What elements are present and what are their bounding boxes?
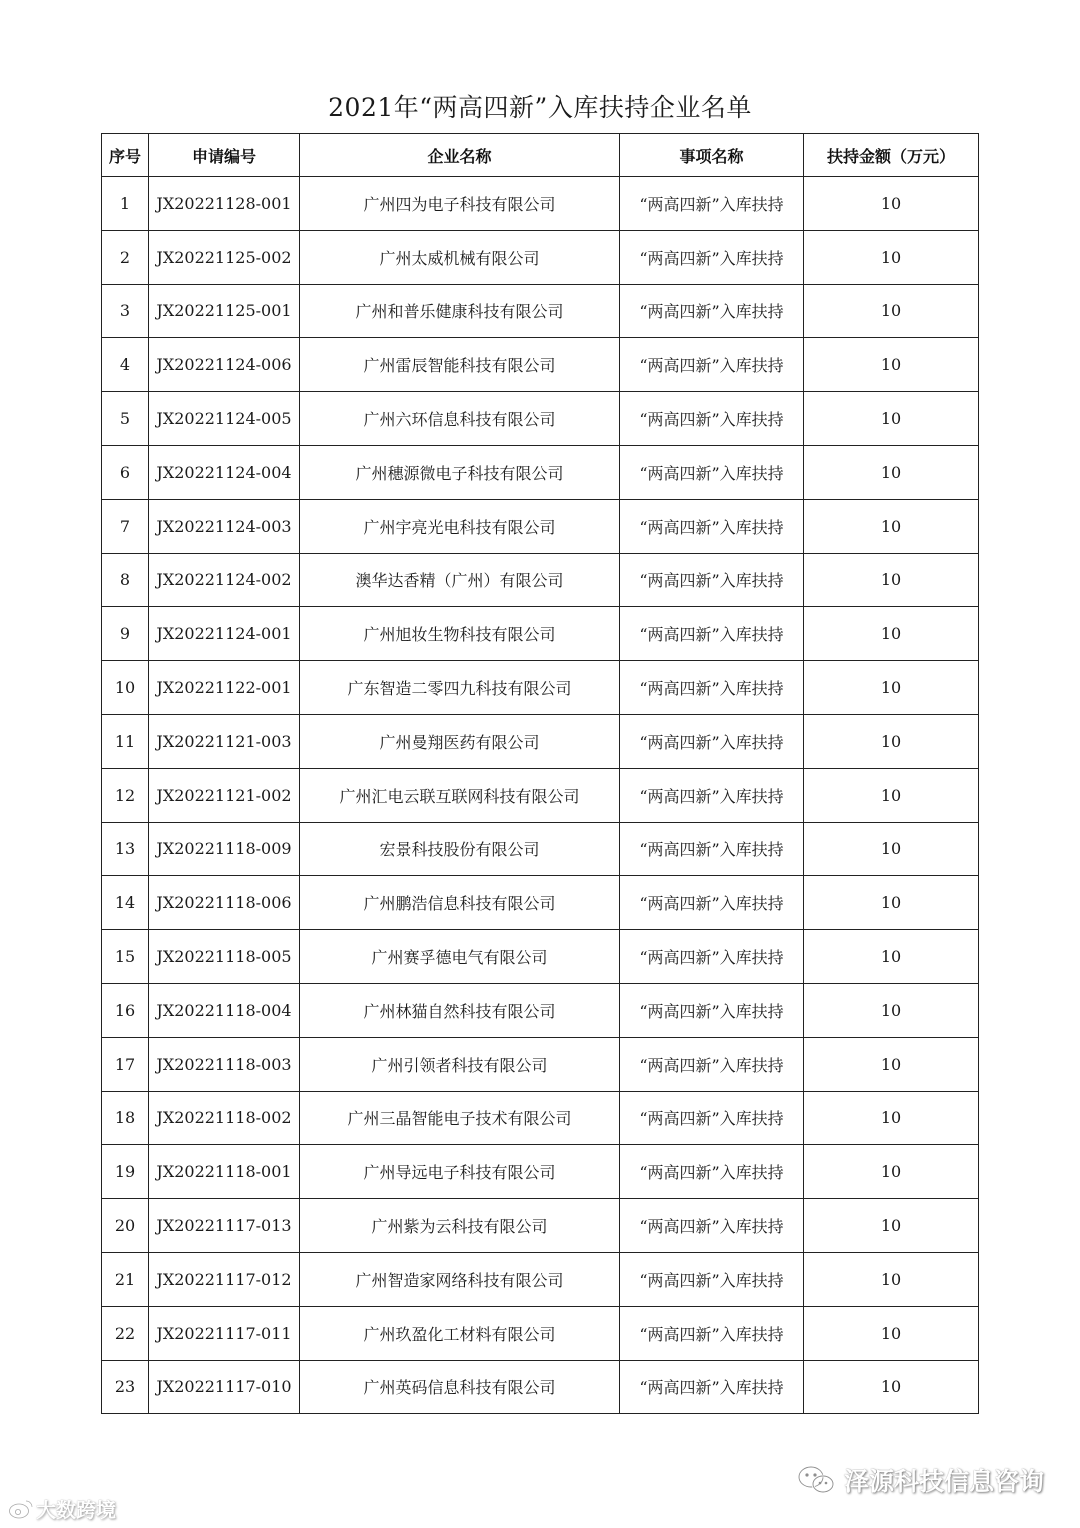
cell-company-name: 广州汇电云联互联网科技有限公司 bbox=[300, 768, 620, 822]
cell-application-number: JX20221124-003 bbox=[149, 499, 300, 553]
cell-serial-number: 3 bbox=[102, 284, 149, 338]
cell-serial-number: 15 bbox=[102, 930, 149, 984]
cell-support-amount: 10 bbox=[804, 607, 979, 661]
cell-application-number: JX20221117-013 bbox=[149, 1199, 300, 1253]
weibo-logo-icon bbox=[8, 1498, 34, 1520]
cell-company-name: 广州引领者科技有限公司 bbox=[300, 1037, 620, 1091]
cell-support-amount: 10 bbox=[804, 822, 979, 876]
cell-support-amount: 10 bbox=[804, 661, 979, 715]
table-row bbox=[102, 1199, 979, 1253]
table-row bbox=[102, 714, 979, 768]
header-application-number: 申请编号 bbox=[149, 134, 300, 177]
table-row bbox=[102, 661, 979, 715]
cell-application-number: JX20221124-005 bbox=[149, 392, 300, 446]
cell-support-amount: 10 bbox=[804, 338, 979, 392]
cell-company-name: 广东智造二零四九科技有限公司 bbox=[300, 661, 620, 715]
cell-item-name: “两高四新”入库扶持 bbox=[620, 768, 804, 822]
cell-company-name: 广州英码信息科技有限公司 bbox=[300, 1360, 620, 1414]
cell-support-amount: 10 bbox=[804, 930, 979, 984]
table-row bbox=[102, 1145, 979, 1199]
enterprise-list-table bbox=[101, 133, 979, 1414]
cell-company-name: 广州导远电子科技有限公司 bbox=[300, 1145, 620, 1199]
wechat-logo-icon bbox=[796, 1464, 836, 1496]
table-row bbox=[102, 1037, 979, 1091]
cell-serial-number: 7 bbox=[102, 499, 149, 553]
cell-application-number: JX20221124-006 bbox=[149, 338, 300, 392]
cell-serial-number: 8 bbox=[102, 553, 149, 607]
cell-application-number: JX20221118-003 bbox=[149, 1037, 300, 1091]
cell-item-name: “两高四新”入库扶持 bbox=[620, 1199, 804, 1253]
cell-item-name: “两高四新”入库扶持 bbox=[620, 930, 804, 984]
table-row bbox=[102, 338, 979, 392]
cell-serial-number: 21 bbox=[102, 1252, 149, 1306]
table-row bbox=[102, 445, 979, 499]
cell-application-number: JX20221118-006 bbox=[149, 876, 300, 930]
cell-item-name: “两高四新”入库扶持 bbox=[620, 284, 804, 338]
cell-company-name: 广州穗源微电子科技有限公司 bbox=[300, 445, 620, 499]
cell-support-amount: 10 bbox=[804, 553, 979, 607]
cell-application-number: JX20221117-010 bbox=[149, 1360, 300, 1414]
table-row bbox=[102, 607, 979, 661]
table-row bbox=[102, 876, 979, 930]
table-row bbox=[102, 768, 979, 822]
cell-item-name: “两高四新”入库扶持 bbox=[620, 661, 804, 715]
table-row bbox=[102, 177, 979, 231]
header-serial-number: 序号 bbox=[102, 134, 149, 177]
table-row bbox=[102, 1091, 979, 1145]
cell-application-number: JX20221118-005 bbox=[149, 930, 300, 984]
watermark-left bbox=[8, 1494, 116, 1523]
cell-serial-number: 20 bbox=[102, 1199, 149, 1253]
cell-support-amount: 10 bbox=[804, 177, 979, 231]
cell-serial-number: 1 bbox=[102, 177, 149, 231]
cell-company-name: 宏景科技股份有限公司 bbox=[300, 822, 620, 876]
cell-application-number: JX20221118-002 bbox=[149, 1091, 300, 1145]
document-title: 2021年“两高四新”入库扶持企业名单 bbox=[328, 93, 752, 122]
table-header bbox=[102, 134, 979, 177]
cell-company-name: 广州太威机械有限公司 bbox=[300, 230, 620, 284]
cell-item-name: “两高四新”入库扶持 bbox=[620, 230, 804, 284]
table-row bbox=[102, 553, 979, 607]
cell-item-name: “两高四新”入库扶持 bbox=[620, 1145, 804, 1199]
cell-application-number: JX20221124-001 bbox=[149, 607, 300, 661]
cell-company-name: 广州宇亮光电科技有限公司 bbox=[300, 499, 620, 553]
cell-serial-number: 13 bbox=[102, 822, 149, 876]
table-body bbox=[102, 177, 979, 1414]
cell-support-amount: 10 bbox=[804, 1091, 979, 1145]
cell-item-name: “两高四新”入库扶持 bbox=[620, 177, 804, 231]
table-row bbox=[102, 392, 979, 446]
cell-support-amount: 10 bbox=[804, 1252, 979, 1306]
cell-serial-number: 12 bbox=[102, 768, 149, 822]
cell-support-amount: 10 bbox=[804, 1199, 979, 1253]
table-row bbox=[102, 284, 979, 338]
cell-serial-number: 11 bbox=[102, 714, 149, 768]
cell-serial-number: 16 bbox=[102, 983, 149, 1037]
cell-application-number: JX20221118-004 bbox=[149, 983, 300, 1037]
cell-company-name: 广州和普乐健康科技有限公司 bbox=[300, 284, 620, 338]
cell-item-name: “两高四新”入库扶持 bbox=[620, 1037, 804, 1091]
cell-application-number: JX20221117-011 bbox=[149, 1306, 300, 1360]
cell-company-name: 广州三晶智能电子技术有限公司 bbox=[300, 1091, 620, 1145]
cell-application-number: JX20221125-002 bbox=[149, 230, 300, 284]
cell-company-name: 广州玖盈化工材料有限公司 bbox=[300, 1306, 620, 1360]
table-row bbox=[102, 822, 979, 876]
table-row bbox=[102, 499, 979, 553]
table-row bbox=[102, 1360, 979, 1414]
cell-support-amount: 10 bbox=[804, 392, 979, 446]
cell-item-name: “两高四新”入库扶持 bbox=[620, 499, 804, 553]
cell-support-amount: 10 bbox=[804, 876, 979, 930]
cell-item-name: “两高四新”入库扶持 bbox=[620, 607, 804, 661]
table-row bbox=[102, 1306, 979, 1360]
table-row bbox=[102, 983, 979, 1037]
cell-serial-number: 10 bbox=[102, 661, 149, 715]
cell-serial-number: 14 bbox=[102, 876, 149, 930]
cell-item-name: “两高四新”入库扶持 bbox=[620, 822, 804, 876]
cell-serial-number: 2 bbox=[102, 230, 149, 284]
cell-serial-number: 9 bbox=[102, 607, 149, 661]
cell-support-amount: 10 bbox=[804, 499, 979, 553]
cell-item-name: “两高四新”入库扶持 bbox=[620, 876, 804, 930]
cell-company-name: 广州四为电子科技有限公司 bbox=[300, 177, 620, 231]
cell-application-number: JX20221124-004 bbox=[149, 445, 300, 499]
cell-support-amount: 10 bbox=[804, 1360, 979, 1414]
cell-support-amount: 10 bbox=[804, 445, 979, 499]
cell-application-number: JX20221121-003 bbox=[149, 714, 300, 768]
cell-application-number: JX20221125-001 bbox=[149, 284, 300, 338]
watermark-left-text: 大数跨境 bbox=[36, 1498, 116, 1522]
cell-support-amount: 10 bbox=[804, 768, 979, 822]
cell-application-number: JX20221118-009 bbox=[149, 822, 300, 876]
cell-serial-number: 4 bbox=[102, 338, 149, 392]
cell-company-name: 广州鹏浩信息科技有限公司 bbox=[300, 876, 620, 930]
cell-item-name: “两高四新”入库扶持 bbox=[620, 714, 804, 768]
cell-company-name: 广州智造家网络科技有限公司 bbox=[300, 1252, 620, 1306]
cell-item-name: “两高四新”入库扶持 bbox=[620, 983, 804, 1037]
table-row bbox=[102, 1252, 979, 1306]
cell-serial-number: 23 bbox=[102, 1360, 149, 1414]
cell-support-amount: 10 bbox=[804, 284, 979, 338]
watermark-right-text: 泽源科技信息咨询 bbox=[843, 1467, 1044, 1496]
header-company-name: 企业名称 bbox=[300, 134, 620, 177]
cell-support-amount: 10 bbox=[804, 1306, 979, 1360]
cell-serial-number: 19 bbox=[102, 1145, 149, 1199]
cell-item-name: “两高四新”入库扶持 bbox=[620, 1091, 804, 1145]
cell-support-amount: 10 bbox=[804, 230, 979, 284]
cell-support-amount: 10 bbox=[804, 1145, 979, 1199]
cell-item-name: “两高四新”入库扶持 bbox=[620, 1360, 804, 1414]
cell-application-number: JX20221124-002 bbox=[149, 553, 300, 607]
table-row bbox=[102, 930, 979, 984]
cell-company-name: 澳华达香精（广州）有限公司 bbox=[300, 553, 620, 607]
cell-company-name: 广州曼翔医药有限公司 bbox=[300, 714, 620, 768]
table-row bbox=[102, 230, 979, 284]
cell-item-name: “两高四新”入库扶持 bbox=[620, 338, 804, 392]
cell-serial-number: 18 bbox=[102, 1091, 149, 1145]
header-support-amount: 扶持金额（万元） bbox=[804, 134, 979, 177]
cell-company-name: 广州雷辰智能科技有限公司 bbox=[300, 338, 620, 392]
cell-company-name: 广州旭妆生物科技有限公司 bbox=[300, 607, 620, 661]
cell-company-name: 广州紫为云科技有限公司 bbox=[300, 1199, 620, 1253]
cell-serial-number: 6 bbox=[102, 445, 149, 499]
cell-application-number: JX20221122-001 bbox=[149, 661, 300, 715]
cell-support-amount: 10 bbox=[804, 1037, 979, 1091]
cell-item-name: “两高四新”入库扶持 bbox=[620, 553, 804, 607]
cell-application-number: JX20221121-002 bbox=[149, 768, 300, 822]
header-item-name: 事项名称 bbox=[620, 134, 804, 177]
cell-serial-number: 5 bbox=[102, 392, 149, 446]
watermark-right bbox=[796, 1462, 1044, 1498]
cell-item-name: “两高四新”入库扶持 bbox=[620, 1252, 804, 1306]
cell-serial-number: 22 bbox=[102, 1306, 149, 1360]
cell-application-number: JX20221118-001 bbox=[149, 1145, 300, 1199]
cell-item-name: “两高四新”入库扶持 bbox=[620, 445, 804, 499]
table-header-row bbox=[102, 134, 979, 177]
cell-application-number: JX20221117-012 bbox=[149, 1252, 300, 1306]
cell-company-name: 广州六环信息科技有限公司 bbox=[300, 392, 620, 446]
cell-company-name: 广州林猫自然科技有限公司 bbox=[300, 983, 620, 1037]
cell-application-number: JX20221128-001 bbox=[149, 177, 300, 231]
cell-item-name: “两高四新”入库扶持 bbox=[620, 1306, 804, 1360]
cell-serial-number: 17 bbox=[102, 1037, 149, 1091]
cell-support-amount: 10 bbox=[804, 983, 979, 1037]
cell-support-amount: 10 bbox=[804, 714, 979, 768]
cell-item-name: “两高四新”入库扶持 bbox=[620, 392, 804, 446]
cell-company-name: 广州赛孚德电气有限公司 bbox=[300, 930, 620, 984]
